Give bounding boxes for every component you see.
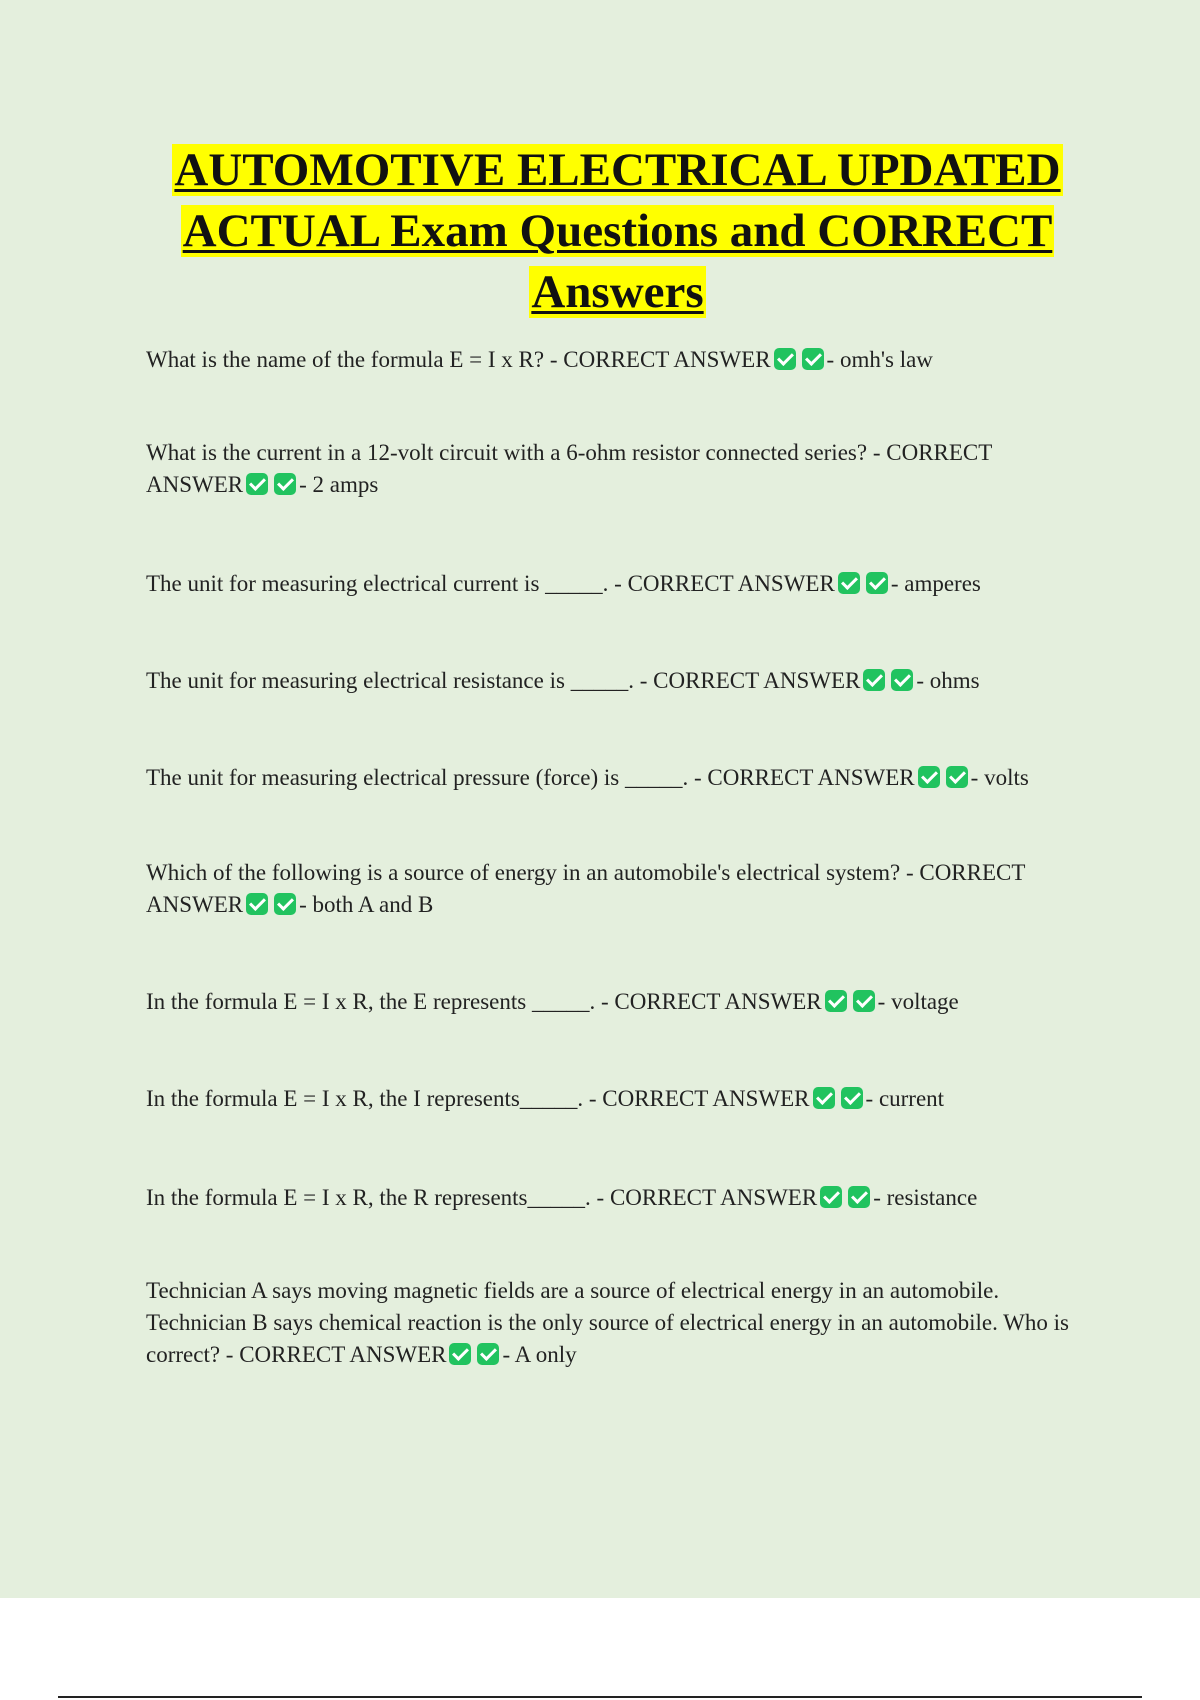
check-box-icon <box>848 1186 870 1208</box>
check-box-icon <box>918 766 940 788</box>
qa-item: Technician A says moving magnetic fields are a source of electrical energy in an automobile. Technician B says chemical reaction is the only source of electrical energy in an automobile. Who is correct? - CORRECT ANSWER - A only <box>146 1278 1069 1367</box>
check-box-icon <box>946 766 968 788</box>
question-text: In the formula E = I x R, the E represents _____. <box>146 989 596 1014</box>
qa-item: What is the current in a 12-volt circuit with a 6-ohm resistor connected series? - CORRECT ANSWER - 2 amps <box>146 440 992 497</box>
check-box-icon <box>841 1087 863 1109</box>
answer-text: amperes <box>904 571 981 596</box>
title-line: Answers <box>531 266 704 318</box>
answer-marker: CORRECT ANSWER <box>627 571 835 596</box>
check-box-icon <box>866 572 888 594</box>
question-text: In the formula E = I x R, the I represents_____. <box>146 1086 584 1111</box>
check-box-icon <box>825 990 847 1012</box>
document-title <box>140 140 1095 323</box>
answer-text: 2 amps <box>312 472 379 497</box>
qa-item: What is the name of the formula E = I x R? - CORRECT ANSWER - omh's law <box>146 347 933 372</box>
question-text: Technician A says moving magnetic fields are a source of electrical energy in an automobile. Technician B says chemical reaction is the only source of electrical energy in an automobile. Who is correct? <box>146 1278 1069 1367</box>
check-box-icon <box>863 669 885 691</box>
qa-item: The unit for measuring electrical current is _____. - CORRECT ANSWER - amperes <box>146 571 981 596</box>
answer-marker: CORRECT ANSWER <box>614 989 822 1014</box>
answer-text: resistance <box>886 1185 978 1210</box>
answer-marker: CORRECT ANSWER <box>707 765 915 790</box>
check-box-icon <box>891 669 913 691</box>
answer-marker: CORRECT ANSWER <box>563 347 771 372</box>
answer-marker: CORRECT ANSWER <box>146 860 1026 917</box>
check-box-icon <box>853 990 875 1012</box>
question-text: The unit for measuring electrical current is _____. <box>146 571 609 596</box>
question-text: Which of the following is a source of energy in an automobile's electrical system? <box>146 860 901 885</box>
question-text: The unit for measuring electrical resistance is _____. <box>146 668 634 693</box>
check-box-icon <box>246 893 268 915</box>
answer-marker: CORRECT ANSWER <box>653 668 861 693</box>
page-divider <box>58 1696 1142 1698</box>
answer-text: current <box>878 1086 945 1111</box>
check-box-icon <box>820 1186 842 1208</box>
check-box-icon <box>477 1343 499 1365</box>
check-box-icon <box>274 893 296 915</box>
qa-item: In the formula E = I x R, the I represents_____. - CORRECT ANSWER - current <box>146 1086 945 1111</box>
check-box-icon <box>274 473 296 495</box>
answer-text: volts <box>984 765 1029 790</box>
check-box-icon <box>774 348 796 370</box>
qa-item: The unit for measuring electrical pressure (force) is _____. - CORRECT ANSWER - volts <box>146 765 1029 790</box>
answer-text: omh's law <box>839 347 933 372</box>
answer-marker: CORRECT ANSWER <box>146 440 992 497</box>
qa-item: In the formula E = I x R, the R represents_____. - CORRECT ANSWER - resistance <box>146 1185 978 1210</box>
answer-text: A only <box>514 1342 577 1367</box>
question-text: The unit for measuring electrical pressure (force) is _____. <box>146 765 689 790</box>
check-box-icon <box>813 1087 835 1109</box>
answer-marker: CORRECT ANSWER <box>239 1342 447 1367</box>
question-text: What is the current in a 12-volt circuit with a 6-ohm resistor connected series? <box>146 440 868 465</box>
check-box-icon <box>449 1343 471 1365</box>
question-text: What is the name of the formula E = I x R? <box>146 347 545 372</box>
title-line: ACTUAL Exam Questions and CORRECT <box>182 205 1053 257</box>
qa-item: Which of the following is a source of energy in an automobile's electrical system? - CORRECT ANSWER - both A and B <box>146 860 1026 917</box>
answer-text: ohms <box>929 668 980 693</box>
answer-text: voltage <box>891 989 959 1014</box>
title-line: AUTOMOTIVE ELECTRICAL UPDATED <box>174 144 1061 196</box>
answer-text: both A and B <box>312 892 434 917</box>
check-box-icon <box>802 348 824 370</box>
answer-marker: CORRECT ANSWER <box>609 1185 818 1210</box>
check-box-icon <box>838 572 860 594</box>
qa-item: In the formula E = I x R, the E represents _____. - CORRECT ANSWER - voltage <box>146 989 959 1014</box>
check-box-icon <box>246 473 268 495</box>
qa-item: The unit for measuring electrical resistance is _____. - CORRECT ANSWER - ohms <box>146 668 980 693</box>
question-text: In the formula E = I x R, the R represents_____. <box>146 1185 591 1210</box>
answer-marker: CORRECT ANSWER <box>602 1086 810 1111</box>
